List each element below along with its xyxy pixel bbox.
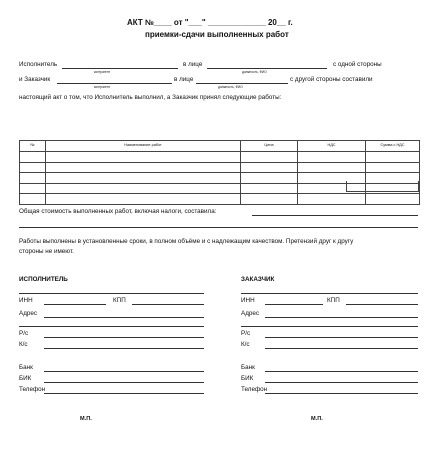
performer-phone-field[interactable] [44,393,204,394]
table-row [20,162,420,173]
hint-counterparty-2: контрагент [94,85,111,89]
in-person-label: в лице [183,61,203,68]
customer-bank-field[interactable] [265,371,418,372]
performer-address-field[interactable] [44,317,204,318]
table-cell[interactable] [298,162,366,173]
hint-position-2: должность, ФИО [218,85,243,89]
table-cell[interactable] [366,162,420,173]
one-side-text: с одной стороны [333,61,382,68]
total-cost-line[interactable] [252,215,418,216]
performer-kpp-label: КПП [113,297,126,304]
table-cell[interactable] [366,152,420,163]
customer-phone-label: Телефон [241,386,268,393]
customer-heading: ЗАКАЗЧИК [241,276,275,283]
performer-bik-field[interactable] [44,382,204,383]
document-title: АКТ №____ от "___" _____________ 20__ г. [127,18,293,27]
table-cell[interactable] [46,162,241,173]
table-cell[interactable] [46,194,241,205]
intro-closing-text: настоящий акт о том, что Исполнитель выполнил, а Заказчик принял следующие работы: [19,94,282,101]
performer-phone-label: Телефон [19,386,46,393]
performer-stamp-label: М.П. [80,416,92,422]
table-cell[interactable] [241,152,298,163]
other-side-text: с другой стороны составили [290,76,373,83]
performer-name-line[interactable] [62,68,178,69]
col-sum-header: Сумма с НДС [366,141,420,152]
total-cost-text: Общая стоимость выполненных работ, включая налоги, составила: [19,208,217,215]
performer-rs-label: Р/с [19,330,29,337]
col-vat-header: НДС [298,141,366,152]
works-table [19,140,420,205]
performer-label: Исполнитель [19,61,58,68]
customer-rs-field[interactable] [265,337,418,338]
performer-inn-field[interactable] [44,304,106,305]
table-cell[interactable] [241,173,298,184]
hint-position: должность, ФИО [242,70,267,74]
performer-bank-label: Банк [19,364,33,371]
table-cell[interactable] [20,173,46,184]
performer-ks-field[interactable] [44,348,204,349]
customer-kpp-field[interactable] [346,304,418,305]
table-cell[interactable] [20,152,46,163]
document-subtitle: приемки-сдачи выполненных работ [145,30,289,39]
table-cell[interactable] [46,183,241,194]
table-row [20,152,420,163]
customer-name-field[interactable] [241,293,418,294]
table-cell[interactable] [366,194,420,205]
col-name-header: Наименование работ [46,141,241,152]
hint-counterparty: контрагент [94,70,111,74]
performer-address-label: Адрес [19,310,38,317]
performer-heading: ИСПОЛНИТЕЛЬ [19,276,68,283]
col-price-header: Цена [241,141,298,152]
performer-inn-label: ИНН [19,297,33,304]
table-cell[interactable] [20,162,46,173]
customer-inn-field[interactable] [265,304,323,305]
total-cost-line-2[interactable] [19,227,418,228]
customer-rs-label: Р/с [241,330,251,337]
table-cell[interactable] [241,183,298,194]
statement-line-1: Работы выполнены в установленные сроки, в полном объёме и с надлежащим качеством. Претензий друг к другу [19,238,354,245]
customer-person-line[interactable] [196,83,288,84]
customer-inn-label: ИНН [241,297,255,304]
table-cell[interactable] [20,183,46,194]
performer-address-field-2[interactable] [19,326,204,327]
in-person-label-2: в лице [174,76,194,83]
performer-name-field[interactable] [19,293,204,294]
customer-bank-label: Банк [241,364,255,371]
table-cell[interactable] [20,194,46,205]
customer-name-line[interactable] [57,83,172,84]
performer-rs-field[interactable] [44,337,204,338]
table-row [20,194,420,205]
customer-bik-label: БИК [241,375,254,382]
performer-ks-label: К/с [19,341,28,348]
customer-stamp-label: М.П. [311,416,323,422]
customer-address-label: Адрес [241,310,260,317]
customer-kpp-label: КПП [327,297,340,304]
col-number-header: № [20,141,46,152]
table-cell[interactable] [46,173,241,184]
customer-phone-field[interactable] [265,393,418,394]
customer-ks-label: К/с [241,341,250,348]
customer-label: и Заказчик [19,76,51,83]
performer-bik-label: БИК [19,375,32,382]
customer-ks-field[interactable] [265,348,418,349]
customer-address-field-2[interactable] [241,326,418,327]
performer-kpp-field[interactable] [132,304,204,305]
table-cell[interactable] [241,162,298,173]
performer-person-line[interactable] [207,68,327,69]
customer-bik-field[interactable] [265,382,418,383]
table-cell[interactable] [46,152,241,163]
statement-line-2: стороны не имеют. [19,248,74,255]
table-cell[interactable] [298,194,366,205]
total-sum-cell[interactable] [346,181,419,192]
customer-address-field[interactable] [265,317,418,318]
performer-bank-field[interactable] [44,371,204,372]
table-cell[interactable] [298,152,366,163]
table-cell[interactable] [241,194,298,205]
